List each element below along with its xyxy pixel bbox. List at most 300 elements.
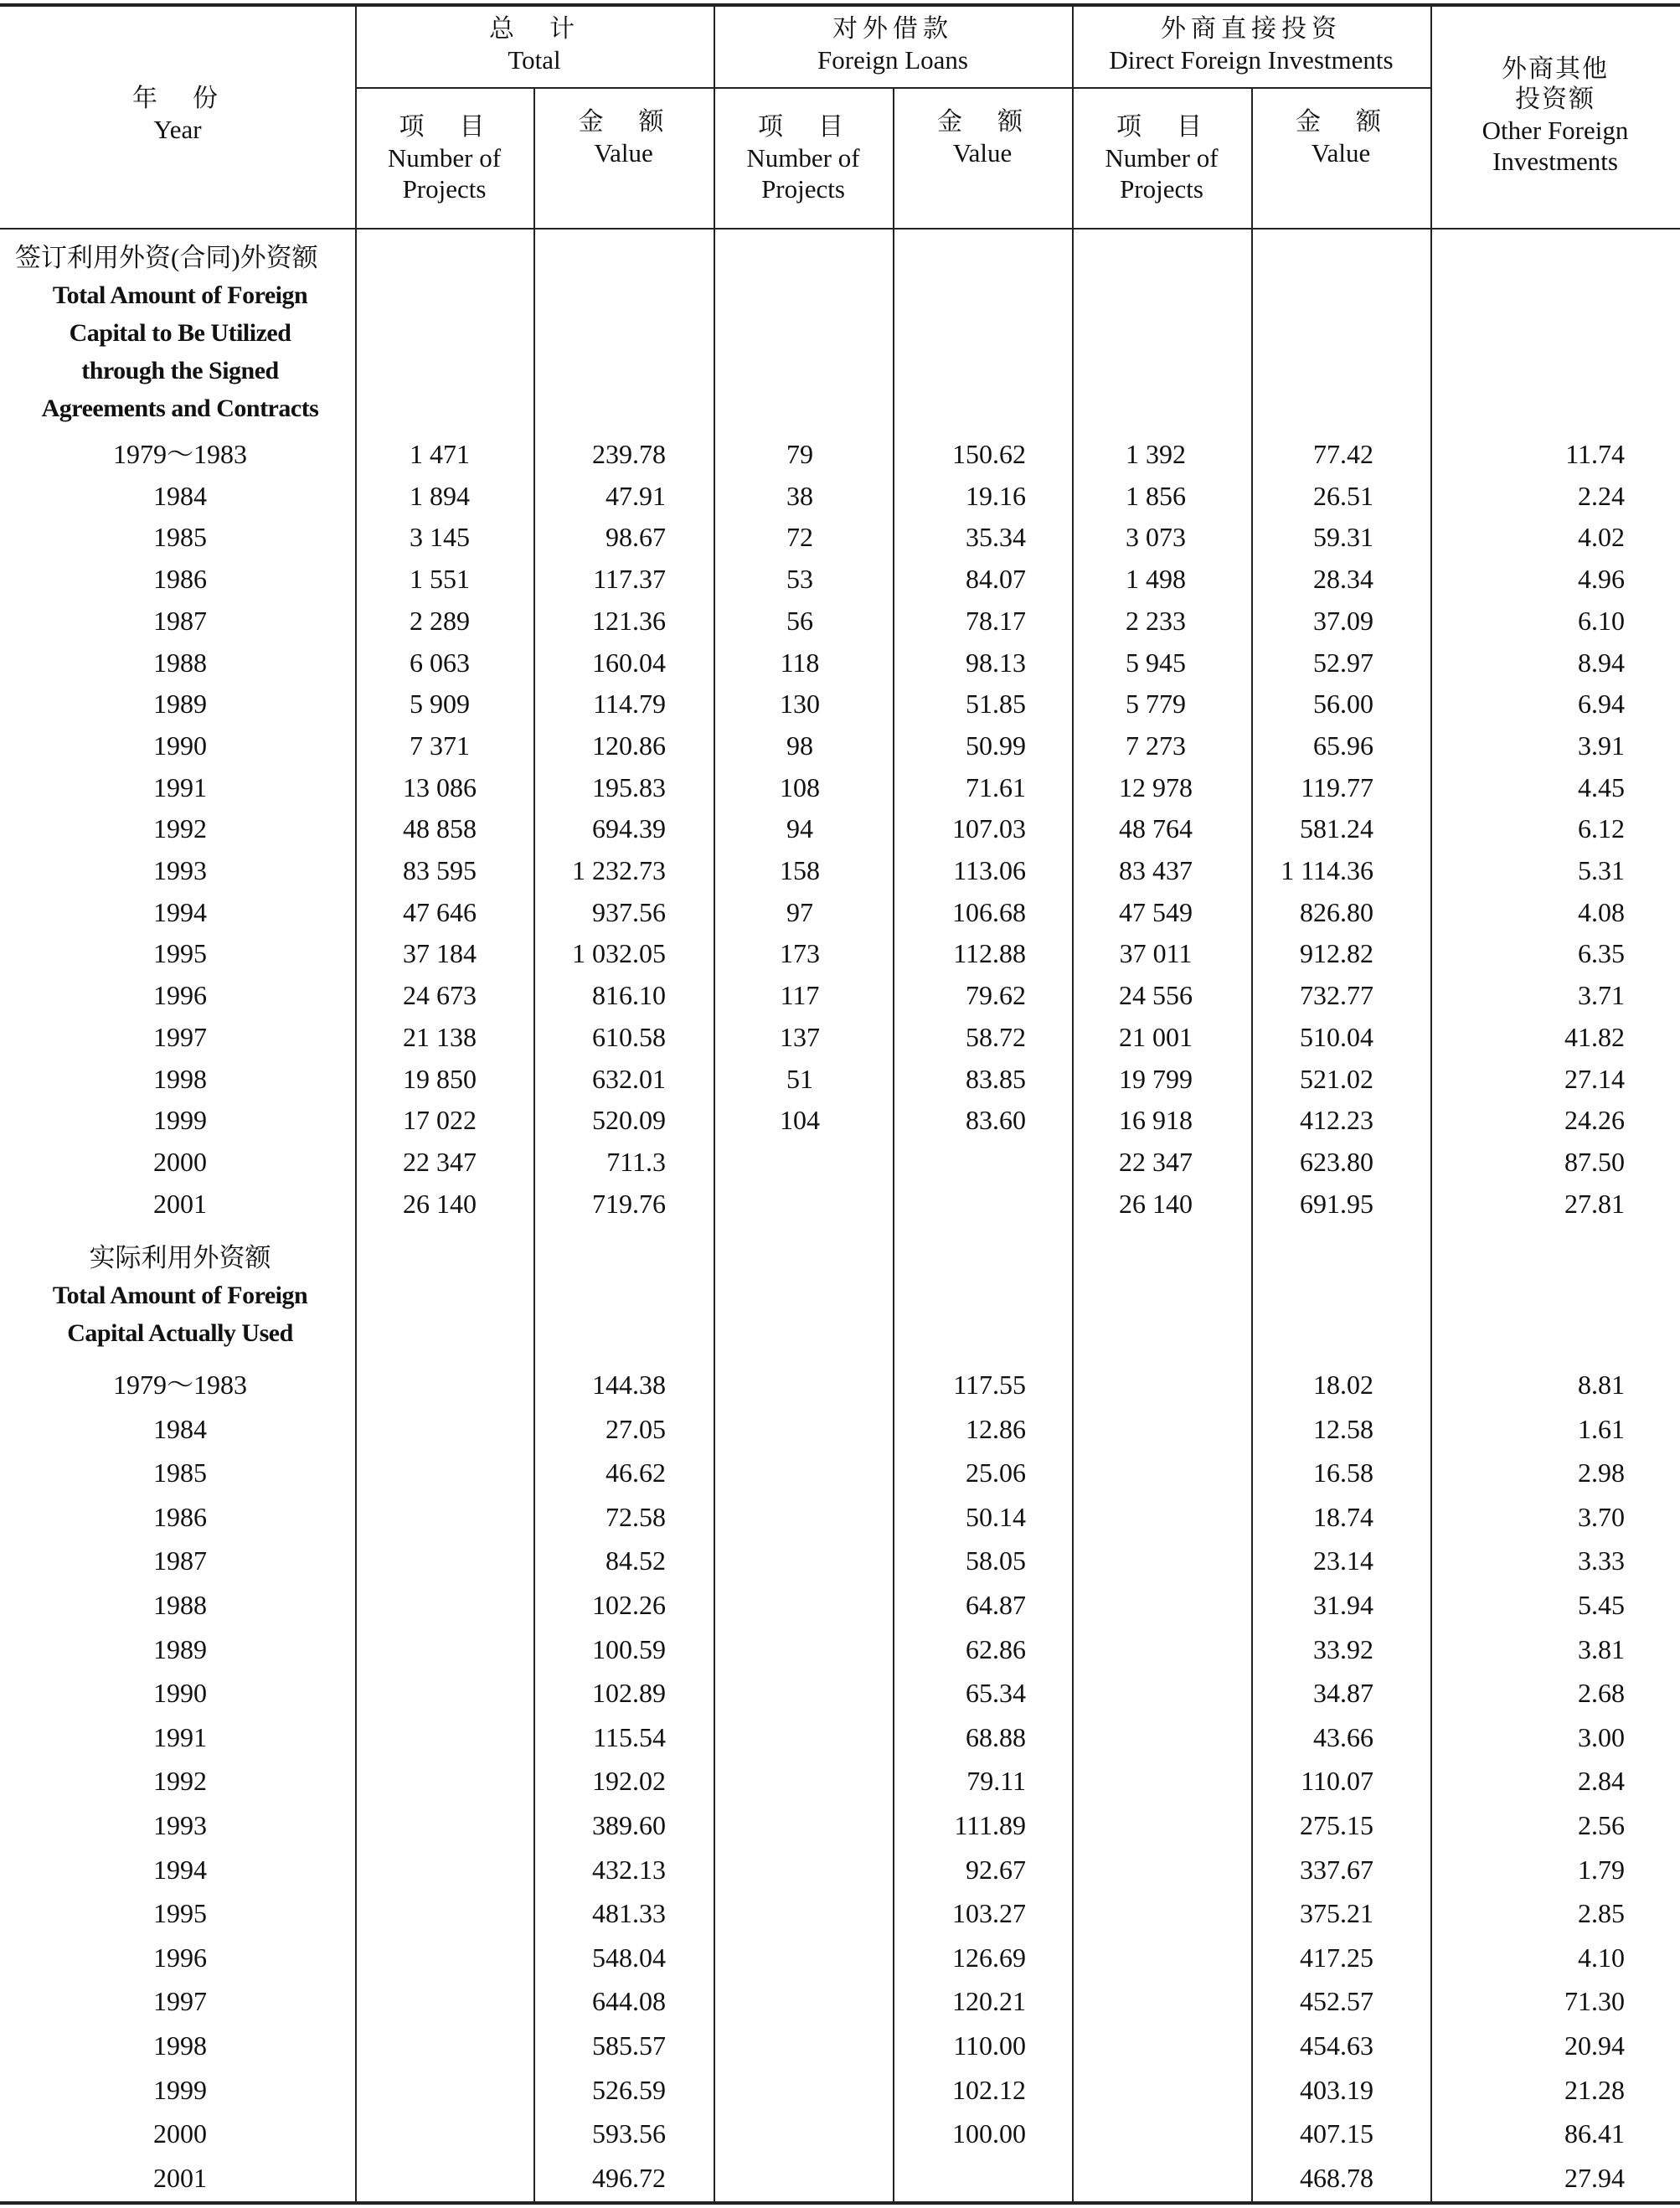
cell-ov: 6.12 bbox=[1578, 813, 1625, 844]
cell-year: 1979～1983 bbox=[112, 1370, 247, 1400]
cell-tv: 192.02 bbox=[592, 1766, 666, 1797]
cell-dv: 37.09 bbox=[1313, 605, 1373, 636]
cell-dv: 417.25 bbox=[1300, 1942, 1373, 1973]
cell-lv: 100.00 bbox=[952, 2118, 1026, 2149]
cell-ov: 4.02 bbox=[1578, 522, 1625, 553]
cell-tv: 144.38 bbox=[592, 1370, 666, 1400]
other-header bbox=[1430, 3, 1680, 228]
cell-dv: 59.31 bbox=[1313, 522, 1373, 553]
projects-header-en2: Projects bbox=[1120, 174, 1203, 204]
table-row bbox=[0, 1937, 1680, 1978]
cell-tv: 46.62 bbox=[606, 1457, 666, 1488]
cell-year: 1992 bbox=[153, 813, 207, 844]
cell-dv: 691.95 bbox=[1300, 1188, 1373, 1219]
cell-lv: 78.17 bbox=[966, 605, 1026, 636]
cell-ov: 3.81 bbox=[1578, 1633, 1625, 1664]
cell-year: 1999 bbox=[153, 2074, 207, 2105]
table-bottom-rule bbox=[0, 2201, 1680, 2205]
cell-tv: 481.33 bbox=[592, 1898, 666, 1929]
cell-ln: 173 bbox=[780, 938, 820, 969]
section1-label bbox=[5, 240, 355, 427]
cell-ov: 87.50 bbox=[1564, 1146, 1625, 1177]
cell-tn: 21 138 bbox=[403, 1021, 477, 1052]
cell-year: 1987 bbox=[153, 1545, 207, 1576]
cell-year: 1997 bbox=[153, 1986, 207, 2017]
cell-dv: 454.63 bbox=[1300, 2030, 1373, 2061]
cell-ov: 4.96 bbox=[1578, 564, 1625, 595]
cell-dv: 452.57 bbox=[1300, 1986, 1373, 2017]
cell-year: 1992 bbox=[153, 1766, 207, 1797]
cell-dv: 510.04 bbox=[1300, 1021, 1373, 1052]
cell-year: 2000 bbox=[153, 1146, 207, 1177]
cell-ln: 79 bbox=[786, 439, 813, 469]
cell-tn: 1 471 bbox=[410, 439, 470, 469]
projects-header-en1: Number of bbox=[387, 142, 502, 173]
table-row bbox=[0, 1716, 1680, 1758]
cell-ov: 2.85 bbox=[1578, 1898, 1625, 1929]
cell-tv: 526.59 bbox=[592, 2074, 666, 2105]
cell-lv: 83.85 bbox=[966, 1063, 1026, 1094]
header-bottom-rule bbox=[0, 228, 1680, 230]
cell-tn: 3 145 bbox=[410, 522, 470, 553]
cell-ln: 108 bbox=[780, 771, 820, 802]
other-header-en1: Other Foreign bbox=[1482, 115, 1629, 145]
table-row bbox=[0, 2069, 1680, 2111]
cell-dv: 77.42 bbox=[1313, 439, 1373, 469]
table-row bbox=[0, 766, 1680, 808]
cell-lv: 19.16 bbox=[966, 480, 1026, 511]
cell-tv: 632.01 bbox=[592, 1063, 666, 1094]
projects-header-en2: Projects bbox=[402, 174, 487, 204]
cell-year: 1988 bbox=[153, 647, 207, 678]
cell-tv: 84.52 bbox=[606, 1545, 666, 1576]
table-row bbox=[0, 1672, 1680, 1714]
cell-dv: 31.94 bbox=[1313, 1590, 1373, 1620]
table-row bbox=[0, 2157, 1680, 2199]
cell-tn: 37 184 bbox=[403, 938, 477, 969]
cell-dv: 623.80 bbox=[1300, 1146, 1373, 1177]
section1-title-en-4: Agreements and Contracts bbox=[41, 395, 319, 422]
cell-lv: 12.86 bbox=[966, 1413, 1026, 1444]
value-header-en: Value bbox=[1311, 138, 1371, 168]
cell-year: 1995 bbox=[153, 938, 207, 969]
cell-tv: 711.3 bbox=[606, 1146, 666, 1177]
cell-lv: 98.13 bbox=[966, 647, 1026, 678]
cell-dv: 732.77 bbox=[1300, 980, 1373, 1011]
cell-tv: 117.37 bbox=[593, 564, 666, 595]
cell-dn: 16 918 bbox=[1119, 1105, 1193, 1136]
cell-year: 1989 bbox=[153, 689, 207, 720]
table-row bbox=[0, 1628, 1680, 1670]
table-row bbox=[0, 891, 1680, 933]
cell-lv: 50.14 bbox=[966, 1501, 1026, 1532]
cell-tv: 239.78 bbox=[592, 439, 666, 469]
cell-year: 2001 bbox=[153, 1188, 207, 1219]
loans-value-header bbox=[893, 89, 1072, 228]
cell-tn: 1 551 bbox=[410, 564, 470, 595]
table-row bbox=[0, 1183, 1680, 1225]
value-header-zh: 金 额 bbox=[578, 108, 669, 136]
cell-dv: 826.80 bbox=[1300, 896, 1373, 927]
cell-lv: 110.00 bbox=[953, 2030, 1026, 2061]
cell-ov: 27.81 bbox=[1564, 1188, 1625, 1219]
cell-dn: 5 779 bbox=[1126, 689, 1186, 720]
cell-dv: 56.00 bbox=[1313, 689, 1373, 720]
table-row bbox=[0, 1540, 1680, 1581]
cell-tn: 24 673 bbox=[403, 980, 477, 1011]
section1-title-zh: 签订利用外资(合同)外资额 bbox=[15, 243, 318, 272]
cell-lv: 106.68 bbox=[952, 896, 1026, 927]
cell-dv: 1 114.36 bbox=[1281, 855, 1373, 885]
cell-dn: 19 799 bbox=[1119, 1063, 1193, 1094]
table-row bbox=[0, 2025, 1680, 2066]
cell-tv: 548.04 bbox=[592, 1942, 666, 1973]
cell-tv: 72.58 bbox=[606, 1501, 666, 1532]
cell-tv: 121.36 bbox=[592, 605, 666, 636]
year-header-en: Year bbox=[153, 115, 202, 144]
cell-lv: 111.89 bbox=[954, 1810, 1026, 1840]
table-row bbox=[0, 1141, 1680, 1183]
projects-header-zh: 项 目 bbox=[399, 112, 490, 141]
table-row bbox=[0, 1980, 1680, 2022]
year-header bbox=[0, 3, 355, 228]
cell-dn: 1 498 bbox=[1126, 564, 1186, 595]
cell-ov: 20.94 bbox=[1564, 2030, 1625, 2061]
cell-tv: 719.76 bbox=[592, 1188, 666, 1219]
cell-ln: 158 bbox=[780, 855, 820, 885]
cell-year: 1986 bbox=[153, 564, 207, 595]
cell-tn: 26 140 bbox=[403, 1188, 477, 1219]
section1-title-en-3: through the Signed bbox=[81, 357, 279, 384]
table-row bbox=[0, 1408, 1680, 1450]
cell-ov: 1.61 bbox=[1578, 1413, 1625, 1444]
loans-header-zh: 对外借款 bbox=[832, 15, 953, 44]
cell-tv: 610.58 bbox=[592, 1021, 666, 1052]
cell-ov: 6.10 bbox=[1578, 605, 1625, 636]
cell-dn: 21 001 bbox=[1119, 1021, 1193, 1052]
cell-ov: 71.30 bbox=[1564, 1986, 1625, 2017]
cell-ln: 97 bbox=[786, 896, 813, 927]
cell-ov: 2.24 bbox=[1578, 480, 1625, 511]
cell-tv: 694.39 bbox=[592, 813, 666, 844]
section2-title-en-2: Capital Actually Used bbox=[67, 1319, 293, 1347]
projects-header-en2: Projects bbox=[761, 174, 845, 204]
table-row bbox=[0, 1584, 1680, 1626]
loans-header bbox=[714, 3, 1072, 87]
cell-ln: 130 bbox=[780, 689, 820, 720]
projects-header-en1: Number of bbox=[746, 142, 860, 173]
cell-tn: 83 595 bbox=[403, 855, 477, 885]
section2-title-en-1: Total Amount of Foreign bbox=[52, 1282, 308, 1309]
table-row bbox=[0, 642, 1680, 684]
cell-dv: 275.15 bbox=[1300, 1810, 1373, 1840]
cell-tv: 496.72 bbox=[592, 2162, 666, 2193]
cell-tn: 22 347 bbox=[403, 1146, 477, 1177]
cell-lv: 25.06 bbox=[966, 1457, 1026, 1488]
cell-lv: 51.85 bbox=[966, 689, 1026, 720]
cell-tv: 115.54 bbox=[593, 1721, 666, 1752]
cell-dn: 37 011 bbox=[1119, 938, 1193, 969]
section1-title-en-2: Capital to Be Utilized bbox=[69, 319, 291, 347]
other-header-en2: Investments bbox=[1492, 147, 1618, 176]
total-projects-header bbox=[355, 89, 533, 228]
total-value-header bbox=[533, 89, 714, 228]
table-row bbox=[0, 558, 1680, 600]
cell-tv: 1 032.05 bbox=[572, 938, 666, 969]
cell-lv: 120.21 bbox=[952, 1986, 1026, 2017]
table-row bbox=[0, 1364, 1680, 1406]
table-row bbox=[0, 807, 1680, 849]
cell-tn: 19 850 bbox=[403, 1063, 477, 1094]
other-header-zh2: 投资额 bbox=[1515, 85, 1595, 113]
value-header-zh: 金 额 bbox=[1296, 108, 1386, 136]
cell-dn: 47 549 bbox=[1119, 896, 1193, 927]
cell-tv: 389.60 bbox=[592, 1810, 666, 1840]
cell-ov: 4.08 bbox=[1578, 896, 1625, 927]
cell-tn: 47 646 bbox=[403, 896, 477, 927]
cell-dn: 24 556 bbox=[1119, 980, 1193, 1011]
cell-dv: 16.58 bbox=[1313, 1457, 1373, 1488]
section2-title-zh: 实际利用外资额 bbox=[89, 1243, 271, 1272]
table-row bbox=[0, 849, 1680, 891]
projects-header-en1: Number of bbox=[1105, 142, 1219, 173]
cell-tv: 102.26 bbox=[592, 1590, 666, 1620]
cell-tv: 644.08 bbox=[592, 1986, 666, 2017]
table-row bbox=[0, 1058, 1680, 1100]
cell-year: 1993 bbox=[153, 855, 207, 885]
cell-ov: 2.84 bbox=[1578, 1766, 1625, 1797]
cell-lv: 126.69 bbox=[952, 1942, 1026, 1973]
section1-title-en-1: Total Amount of Foreign bbox=[52, 281, 308, 309]
table-row bbox=[0, 1452, 1680, 1493]
cell-year: 1989 bbox=[153, 1633, 207, 1664]
cell-ov: 27.14 bbox=[1564, 1063, 1625, 1094]
cell-year: 1987 bbox=[153, 605, 207, 636]
cell-ov: 8.81 bbox=[1578, 1370, 1625, 1400]
cell-year: 1985 bbox=[153, 1457, 207, 1488]
cell-tv: 432.13 bbox=[592, 1854, 666, 1885]
cell-dn: 1 392 bbox=[1126, 439, 1186, 469]
cell-tn: 5 909 bbox=[410, 689, 470, 720]
cell-tv: 816.10 bbox=[592, 980, 666, 1011]
cell-year: 1984 bbox=[153, 1413, 207, 1444]
projects-header-zh: 项 目 bbox=[758, 112, 848, 141]
cell-dv: 403.19 bbox=[1300, 2074, 1373, 2105]
cell-year: 1998 bbox=[153, 2030, 207, 2061]
cell-ln: 98 bbox=[786, 730, 813, 761]
cell-ln: 137 bbox=[780, 1021, 820, 1052]
cell-dv: 33.92 bbox=[1313, 1633, 1373, 1664]
direct-header-en: Direct Foreign Investments bbox=[1109, 45, 1394, 75]
cell-dv: 18.02 bbox=[1313, 1370, 1373, 1400]
table-row bbox=[0, 932, 1680, 974]
cell-tv: 120.86 bbox=[592, 730, 666, 761]
year-header-zh: 年 份 bbox=[132, 85, 223, 112]
cell-dv: 34.87 bbox=[1313, 1678, 1373, 1709]
cell-ov: 2.56 bbox=[1578, 1810, 1625, 1840]
cell-year: 1986 bbox=[153, 1501, 207, 1532]
cell-dn: 22 347 bbox=[1119, 1146, 1193, 1177]
cell-ln: 104 bbox=[780, 1105, 820, 1136]
cell-lv: 68.88 bbox=[966, 1721, 1026, 1752]
cell-dv: 52.97 bbox=[1313, 647, 1373, 678]
table-row bbox=[0, 725, 1680, 766]
cell-dv: 43.66 bbox=[1313, 1721, 1373, 1752]
cell-dv: 23.14 bbox=[1313, 1545, 1373, 1576]
cell-year: 1990 bbox=[153, 1678, 207, 1709]
table-row bbox=[0, 1849, 1680, 1891]
table-row bbox=[0, 1016, 1680, 1058]
cell-ln: 72 bbox=[786, 522, 813, 553]
cell-dv: 412.23 bbox=[1300, 1105, 1373, 1136]
cell-tv: 195.83 bbox=[592, 771, 666, 802]
cell-tv: 114.79 bbox=[593, 689, 666, 720]
cell-ln: 53 bbox=[786, 564, 813, 595]
loans-projects-header bbox=[714, 89, 893, 228]
cell-dv: 110.07 bbox=[1301, 1766, 1373, 1797]
cell-lv: 84.07 bbox=[966, 564, 1026, 595]
cell-ov: 41.82 bbox=[1564, 1021, 1625, 1052]
cell-tn: 6 063 bbox=[410, 647, 470, 678]
cell-ov: 4.45 bbox=[1578, 771, 1625, 802]
cell-year: 1994 bbox=[153, 1854, 207, 1885]
cell-ov: 3.33 bbox=[1578, 1545, 1625, 1576]
cell-tv: 27.05 bbox=[606, 1413, 666, 1444]
cell-tn: 13 086 bbox=[403, 771, 477, 802]
projects-header-zh: 项 目 bbox=[1116, 112, 1207, 141]
cell-ov: 8.94 bbox=[1578, 647, 1625, 678]
cell-dv: 521.02 bbox=[1300, 1063, 1373, 1094]
value-header-zh: 金 额 bbox=[937, 108, 1028, 136]
cell-year: 1993 bbox=[153, 1810, 207, 1840]
cell-ov: 86.41 bbox=[1564, 2118, 1625, 2149]
cell-lv: 113.06 bbox=[953, 855, 1026, 885]
cell-dv: 28.34 bbox=[1313, 564, 1373, 595]
cell-lv: 117.55 bbox=[953, 1370, 1026, 1400]
cell-lv: 64.87 bbox=[966, 1590, 1026, 1620]
table-row bbox=[0, 1760, 1680, 1802]
cell-dn: 2 233 bbox=[1126, 605, 1186, 636]
cell-year: 1999 bbox=[153, 1105, 207, 1136]
cell-tv: 100.59 bbox=[592, 1633, 666, 1664]
cell-ov: 4.10 bbox=[1578, 1942, 1625, 1973]
cell-dv: 18.74 bbox=[1313, 1501, 1373, 1532]
cell-ov: 5.31 bbox=[1578, 855, 1625, 885]
table-row bbox=[0, 1496, 1680, 1538]
cell-ov: 2.98 bbox=[1578, 1457, 1625, 1488]
cell-ov: 21.28 bbox=[1564, 2074, 1625, 2105]
cell-year: 2000 bbox=[153, 2118, 207, 2149]
cell-year: 1985 bbox=[153, 522, 207, 553]
table-row bbox=[0, 1804, 1680, 1846]
direct-header-zh: 外商直接投资 bbox=[1161, 15, 1342, 44]
cell-tn: 1 894 bbox=[410, 480, 470, 511]
cell-lv: 83.60 bbox=[966, 1105, 1026, 1136]
table-row bbox=[0, 516, 1680, 558]
cell-year: 1997 bbox=[153, 1021, 207, 1052]
cell-ov: 3.00 bbox=[1578, 1721, 1625, 1752]
table-row bbox=[0, 1892, 1680, 1934]
direct-value-header bbox=[1251, 89, 1430, 228]
total-header-zh: 总 计 bbox=[489, 15, 580, 44]
cell-ov: 3.70 bbox=[1578, 1501, 1625, 1532]
cell-ln: 117 bbox=[780, 980, 820, 1011]
cell-ov: 6.35 bbox=[1578, 938, 1625, 969]
cell-dn: 1 856 bbox=[1126, 480, 1186, 511]
cell-lv: 150.62 bbox=[952, 439, 1026, 469]
cell-ln: 56 bbox=[786, 605, 813, 636]
cell-dv: 119.77 bbox=[1301, 771, 1373, 802]
cell-year: 1994 bbox=[153, 896, 207, 927]
cell-year: 1979～1983 bbox=[112, 439, 247, 469]
cell-dn: 26 140 bbox=[1119, 1188, 1193, 1219]
cell-dn: 7 273 bbox=[1126, 730, 1186, 761]
loans-header-en: Foreign Loans bbox=[817, 45, 968, 75]
cell-tn: 2 289 bbox=[410, 605, 470, 636]
cell-lv: 35.34 bbox=[966, 522, 1026, 553]
cell-dv: 337.67 bbox=[1300, 1854, 1373, 1885]
cell-year: 1991 bbox=[153, 1721, 207, 1752]
direct-projects-header bbox=[1072, 89, 1251, 228]
cell-lv: 65.34 bbox=[966, 1678, 1026, 1709]
cell-dv: 12.58 bbox=[1313, 1413, 1373, 1444]
cell-lv: 58.05 bbox=[966, 1545, 1026, 1576]
cell-tv: 937.56 bbox=[592, 896, 666, 927]
cell-tn: 7 371 bbox=[410, 730, 470, 761]
cell-year: 1998 bbox=[153, 1063, 207, 1094]
cell-year: 1991 bbox=[153, 771, 207, 802]
section2-label bbox=[5, 1240, 355, 1352]
cell-dv: 26.51 bbox=[1313, 480, 1373, 511]
cell-lv: 79.62 bbox=[966, 980, 1026, 1011]
cell-year: 1996 bbox=[153, 980, 207, 1011]
cell-lv: 62.86 bbox=[966, 1633, 1026, 1664]
table-row bbox=[0, 600, 1680, 642]
cell-lv: 50.99 bbox=[966, 730, 1026, 761]
cell-tv: 98.67 bbox=[606, 522, 666, 553]
cell-ln: 94 bbox=[786, 813, 813, 844]
table-row bbox=[0, 475, 1680, 517]
cell-ov: 2.68 bbox=[1578, 1678, 1625, 1709]
table-row bbox=[0, 433, 1680, 475]
cell-tv: 1 232.73 bbox=[572, 855, 666, 885]
cell-tn: 17 022 bbox=[403, 1105, 477, 1136]
table-row bbox=[0, 974, 1680, 1016]
cell-dn: 12 978 bbox=[1119, 771, 1193, 802]
cell-year: 1995 bbox=[153, 1898, 207, 1929]
cell-ov: 5.45 bbox=[1578, 1590, 1625, 1620]
cell-ov: 3.91 bbox=[1578, 730, 1625, 761]
value-header-en: Value bbox=[594, 138, 653, 168]
cell-year: 1996 bbox=[153, 1942, 207, 1973]
cell-dv: 375.21 bbox=[1300, 1898, 1373, 1929]
cell-dn: 3 073 bbox=[1126, 522, 1186, 553]
cell-ln: 51 bbox=[786, 1063, 813, 1094]
cell-ln: 38 bbox=[786, 480, 813, 511]
cell-dv: 65.96 bbox=[1313, 730, 1373, 761]
cell-lv: 103.27 bbox=[952, 1898, 1026, 1929]
cell-dn: 83 437 bbox=[1119, 855, 1193, 885]
cell-tv: 593.56 bbox=[592, 2118, 666, 2149]
cell-year: 2001 bbox=[153, 2162, 207, 2193]
table-row bbox=[0, 1099, 1680, 1141]
direct-header bbox=[1072, 3, 1430, 87]
cell-dv: 912.82 bbox=[1300, 938, 1373, 969]
cell-ov: 3.71 bbox=[1578, 980, 1625, 1011]
table-row bbox=[0, 683, 1680, 725]
cell-year: 1988 bbox=[153, 1590, 207, 1620]
total-header-en: Total bbox=[508, 45, 561, 75]
